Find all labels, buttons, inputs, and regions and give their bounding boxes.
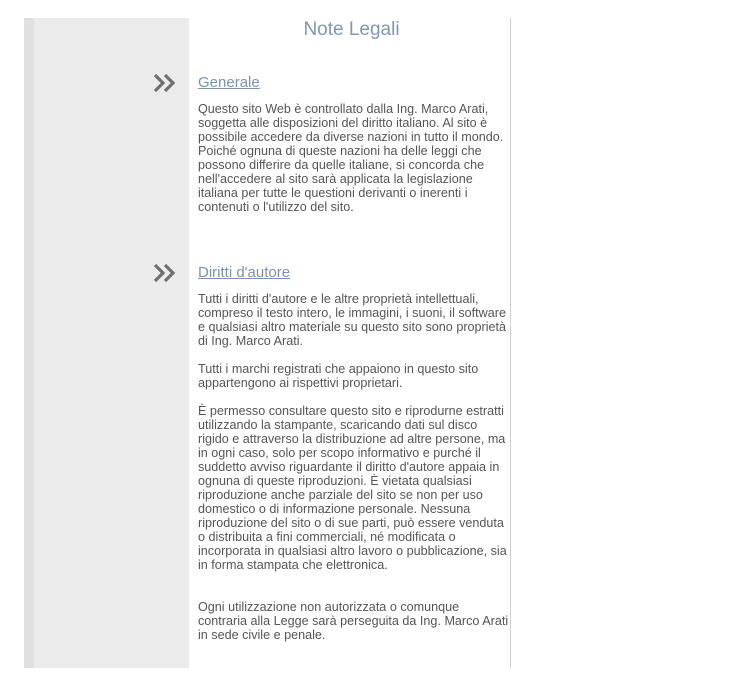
double-chevron-right-icon [152, 262, 178, 284]
diritti-paragraph-4: Ogni utilizzazione non autorizzata o comunque contraria alla Legge sarà perseguita da Ing. Marco Arati in sede civile e penale. [198, 600, 509, 642]
section-heading-generale[interactable]: Generale [198, 74, 260, 91]
diritti-paragraph-3: È permesso consultare questo sito e riprodurne estratti utilizzando la stampante, scaricando dati sul disco rigido e attraverso la distribuzione ad altre persone, ma in ogni caso, solo per scopo informativo e purché il suddetto avviso riguardante il diritto d'autore appaia in ognuna di queste riproduzioni. È vietata qualsiasi riproduzione anche parziale del sito se non per uso domestico o di informazione personale. Nessuna riproduzione del sito o di sue parti, può essere venduta o distribuita a fini commerciali, né modificata o incorporata in qualsiasi altro lavoro o pubblicazione, sia in forma stampata che elettronica. [198, 404, 507, 572]
diritti-paragraph-2: Tutti i marchi registrati che appaiono in questo sito appartengono ai rispettivi proprietari. [198, 362, 479, 390]
diritti-paragraph-1: Tutti i diritti d'autore e le altre proprietà intellettuali, compreso il testo intero, le immagini, i suoni, il software e qualsiasi altro materiale su questo sito sono proprietà di Ing. Marco Arati. [198, 292, 507, 348]
double-chevron-right-icon [152, 72, 178, 94]
generale-paragraph: Questo sito Web è controllato dalla Ing. Marco Arati, soggetta alle disposizioni del diritto italiano. Al sito è possibile accedere da diverse nazioni in tutto il mondo. Poiché ognuna di queste nazioni ha delle leggi che possono differire da quelle italiane, si concorda che nell'accedere al sito sarà applicata la legislazione italiana per tutte le questioni derivanti o inerenti i contenuti o l'utilizzo del sito. [198, 102, 504, 214]
left-sidebar [34, 18, 189, 668]
sidebar-edge [24, 18, 34, 668]
page-title: Note Legali [303, 19, 400, 40]
section-heading-diritti-autore[interactable]: Diritti d'autore [198, 264, 291, 281]
